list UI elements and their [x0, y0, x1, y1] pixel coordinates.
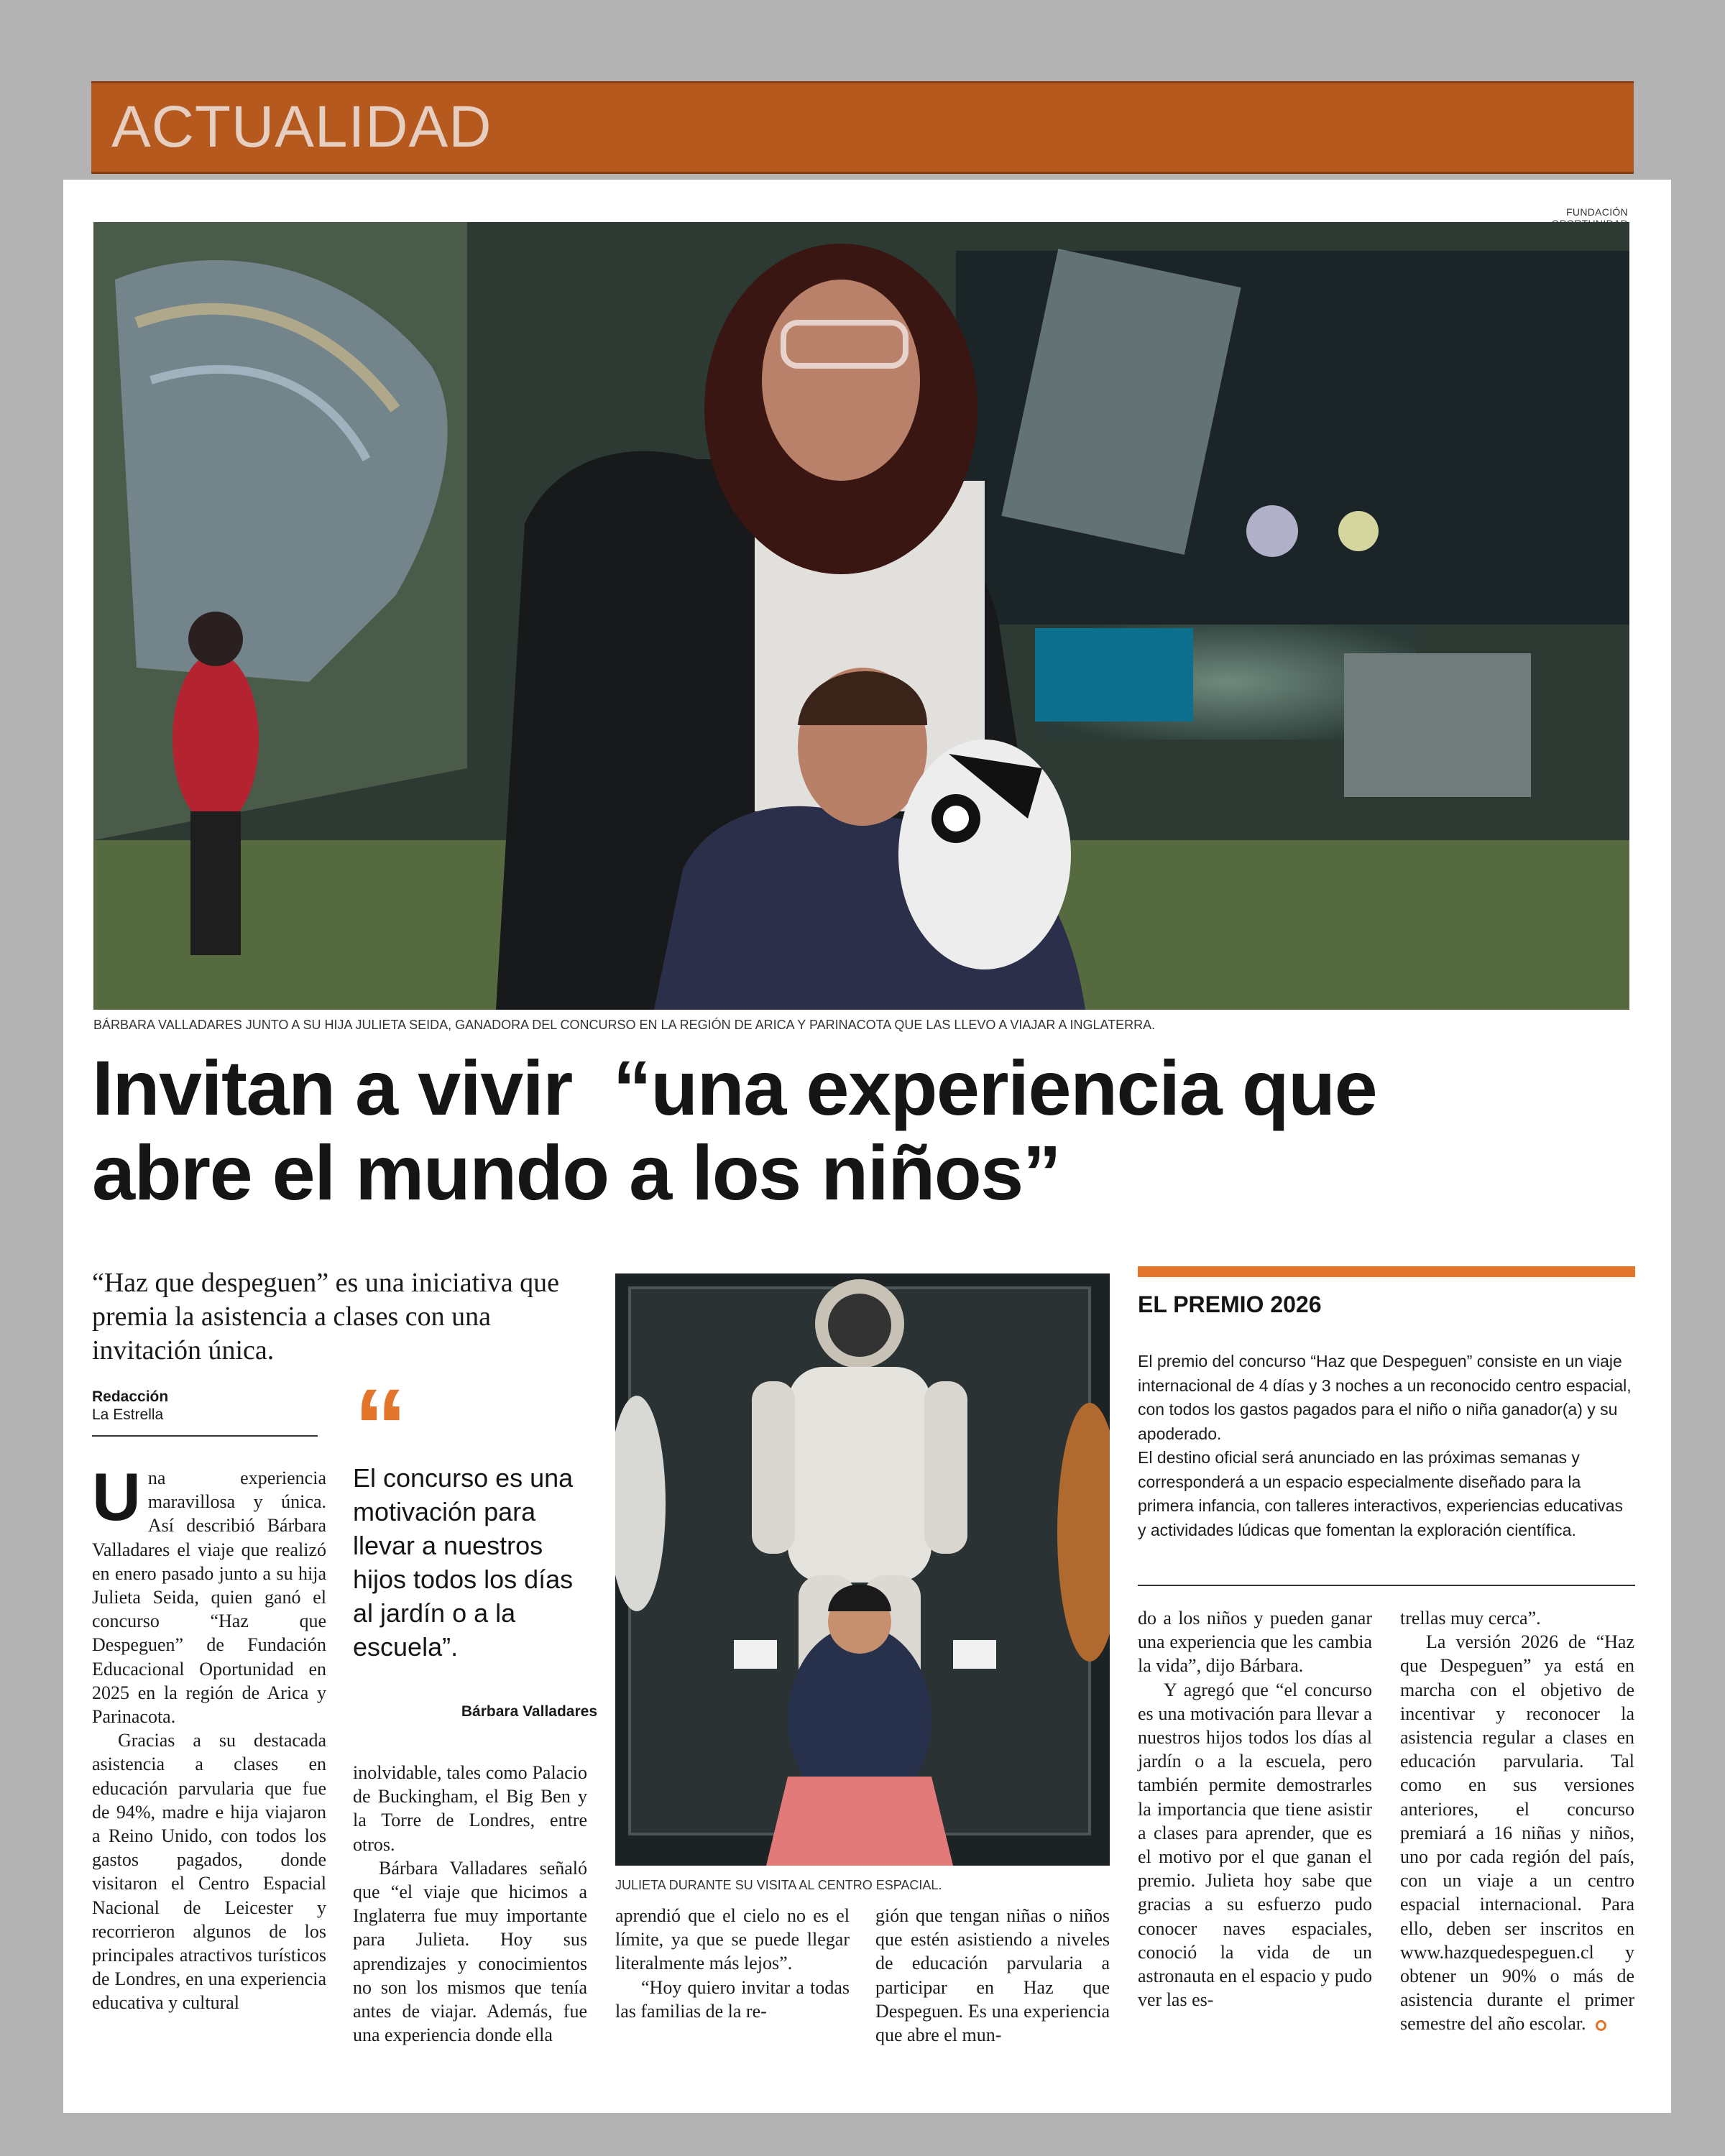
- main-photo: [93, 222, 1629, 1010]
- body-column-1: [92, 1459, 326, 2015]
- deck: “Haz que despeguen” es una iniciativa que premia la asistencia a clases con una invitación única.: [92, 1268, 559, 1365]
- section-banner: [91, 81, 1634, 174]
- main-photo-illustration: [93, 222, 1629, 1010]
- headline-line-2: abre el mundo a los niños”: [92, 1129, 1061, 1216]
- end-of-article-icon: [1596, 2020, 1606, 2031]
- sidebar-title: EL PREMIO 2026: [1138, 1291, 1322, 1317]
- body-paragraph: Bárbara Valladares señaló que “el viaje que hicimos a Inglaterra fue muy importante para Julieta. Hoy sus aprendizajes y conocimientos no son los mismos que tenía antes de viajar. Además, fue una experiencia donde ella: [353, 1857, 587, 2046]
- pull-quote-author: Bárbara Valladares: [461, 1703, 597, 1720]
- body-paragraph: aprendió que el cielo no es el límite, ya que se puede llegar literalmente más lejos”.: [615, 1905, 850, 1974]
- sidebar-paragraph: El premio del concurso “Haz que Despeguen” consiste en un viaje internacional de 4 días y 3 noches a un reconocido centro espacial, con todos los gastos pagados para el niño o niña ganador(a) y su apoderado.: [1138, 1352, 1632, 1443]
- section-title: ACTUALIDAD: [111, 94, 492, 160]
- body-paragraph: trellas muy cerca”.: [1400, 1608, 1541, 1628]
- sidebar-accent-bar: [1138, 1266, 1635, 1277]
- body-paragraph: Gracias a su destacada asistencia a clases en educación parvularia que fue de 94%, madre e hija viajaron a Reino Unido, con todos los gastos pagados, donde visitaron el Centro Espacial Nacional de Leicester y recorrieron algunos de los principales atractivos turísticos de Londres, en una experiencia educativa y cultural: [92, 1730, 326, 2014]
- body-paragraph: do a los niños y pueden ganar una experiencia que les cambia la vida”, dijo Bárbara.: [1138, 1608, 1372, 1677]
- second-photo-caption: JULIETA DURANTE SU VISITA AL CENTRO ESPACIAL.: [615, 1878, 942, 1892]
- byline-author: Redacción: [92, 1388, 169, 1405]
- body-paragraph: Y agregó que “el concurso es una motivación para llevar a nuestros hijos todos los días al jardín o a la escuela, pero también permite demostrarles la importancia que tiene asistir a clases para aprender, que es el motivo por el que ganan el premio. Julieta hoy sabe que gracias a su esfuerzo pudo conocer naves espaciales, conoció la vida de un astronauta en el espacio y pudo ver las es-: [1138, 1679, 1372, 2011]
- headline: [92, 1046, 1644, 1215]
- sidebar-paragraph: El destino oficial será anunciado en las próximas semanas y corresponderá a un espacio especialmente diseñado para la primera infancia, con talleres interactivos, experiencias educativas y actividades lúdicas que fomentan la exploración científica.: [1138, 1448, 1623, 1539]
- body-column-3: [615, 1904, 850, 2023]
- sidebar-text: [1138, 1350, 1635, 1542]
- astronaut-photo-illustration: [615, 1273, 1110, 1866]
- body-column-6: [1400, 1606, 1634, 2036]
- main-photo-caption: BÁRBARA VALLADARES JUNTO A SU HIJA JULIETA SEIDA, GANADORA DEL CONCURSO EN LA REGIÓN DE ARICA Y PARINACOTA QUE LAS LLEVO A VIAJAR A INGLATERRA.: [93, 1018, 1156, 1032]
- byline-rule: [92, 1435, 318, 1437]
- body-column-2: [353, 1761, 587, 2047]
- paragraph-text: La versión 2026 de “Haz que Despeguen” ya está en marcha con el objetivo de incentivar y reconocer la asistencia regular a clases en educación parvularia. Tal como en sus versiones anteriores, el concurso premiará a 16 niñas y niños, uno por cada región del país, con un viaje a un centro espacial internacional. Para ello, deben ser inscritos en www.hazquedespeguen.cl y obtener un 90% o más de asistencia durante el primer semestre del año escolar.: [1400, 1631, 1634, 2035]
- body-paragraph: inolvidable, tales como Palacio de Buckingham, el Big Ben y la Torre de Londres, entre otros.: [353, 1762, 587, 1855]
- body-paragraph: gión que tengan niñas o niños que estén asistiendo a niveles de educación parvularia a participar en Haz que Despeguen. Es una experiencia que abre el mun-: [875, 1905, 1110, 2046]
- byline-outlet: La Estrella: [92, 1406, 164, 1423]
- pull-quote: El concurso es una motivación para llevar a nuestros hijos todos los días al jardín o a la escuela”.: [353, 1463, 574, 1662]
- drop-cap: U: [92, 1459, 141, 1534]
- quote-mark: “: [354, 1366, 408, 1487]
- astronaut-photo: [615, 1273, 1110, 1866]
- body-paragraph: “Hoy quiero invitar a todas las familias de la re-: [615, 1976, 850, 2022]
- body-column-5: [1138, 1606, 1372, 2012]
- body-paragraph: [92, 1459, 326, 1728]
- photo-credit: FUNDACIÓN: [1566, 206, 1628, 218]
- body-column-4: [875, 1904, 1110, 2047]
- body-paragraph: [1400, 1630, 1634, 2035]
- paragraph-text: na experiencia maravillosa y única. Así describió Bárbara Valladares el viaje que realizó en enero pasado junto a su hija Julieta Seida, quien ganó el concurso “Haz que Despeguen” de Fundación Educacional Oportunidad en 2025 en la región de Arica y Parinacota.: [92, 1468, 326, 1728]
- headline-line-1: Invitan a vivir “una experiencia que: [92, 1044, 1377, 1131]
- sidebar-rule: [1138, 1585, 1635, 1586]
- newspaper-page: [63, 180, 1671, 2113]
